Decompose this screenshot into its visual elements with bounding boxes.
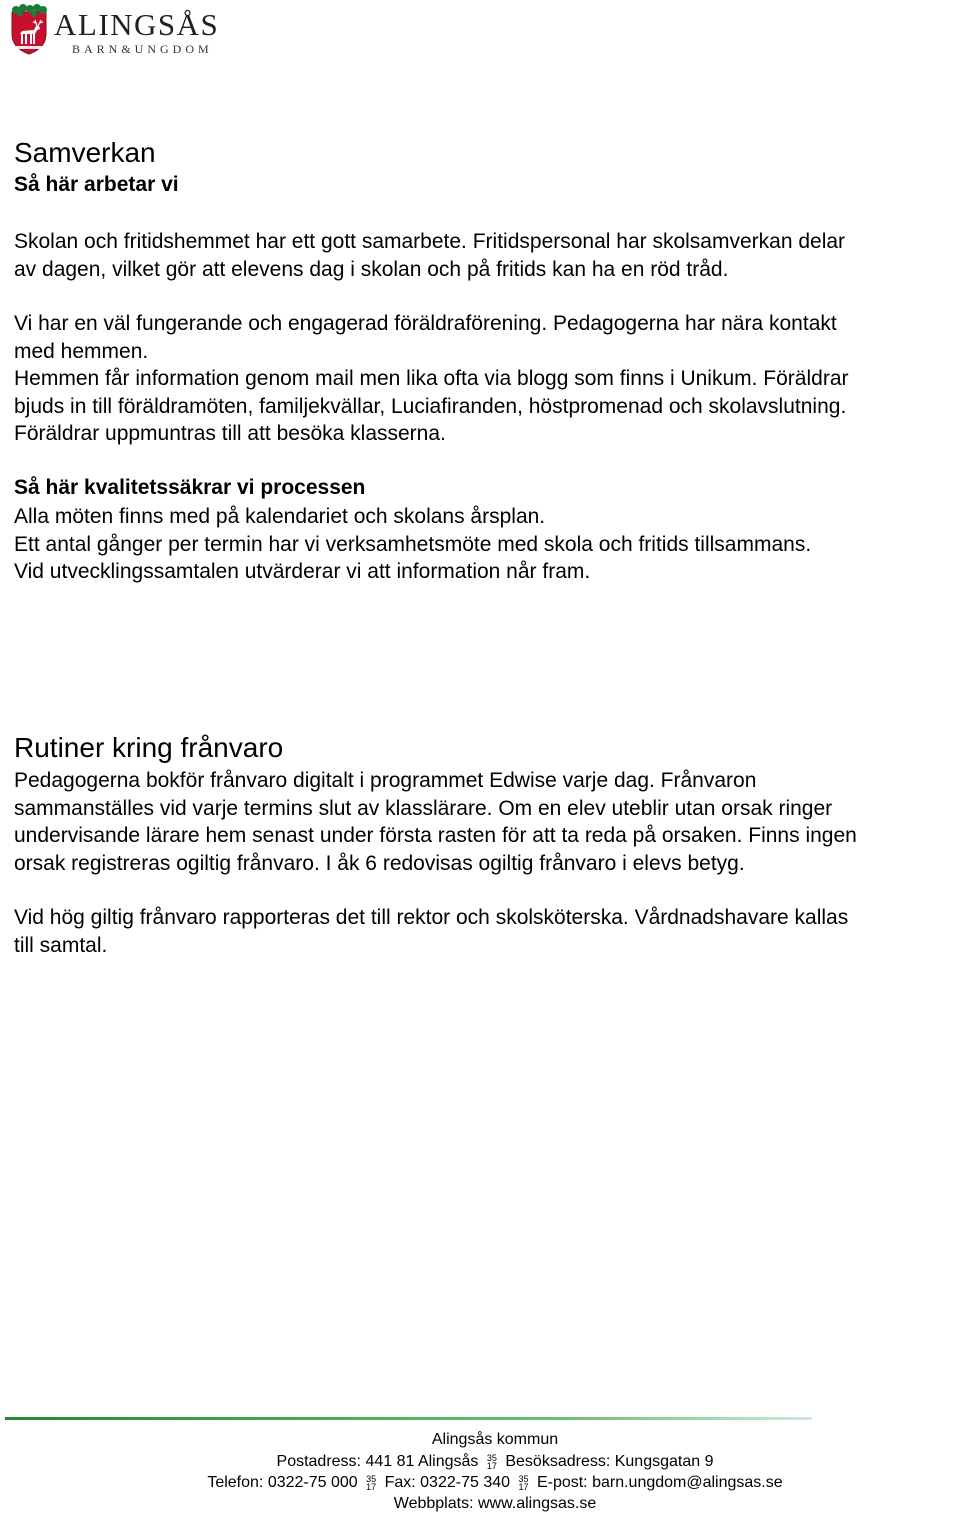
text-line: sammanställes vid varje termins slut av klasslärare. Om en elev uteblir utan orsak ringer — [14, 796, 833, 820]
footer-address-row — [0, 1451, 960, 1472]
footer-separator: 35 17 — [366, 1473, 377, 1492]
footer-contact-row — [0, 1472, 960, 1493]
footer-visit: Besöksadress: Kungsgatan 9 — [505, 1453, 714, 1470]
logo-sub: BARN&UNGDOM — [72, 42, 213, 56]
paragraph-franvaro — [14, 767, 857, 877]
text-line: undervisande lärare hem senast under första rasten för att ta reda på orsaken. Finns ingen — [14, 824, 857, 847]
text-line: Vi har en väl fungerande och engagerad föräldraförening. Pedagogerna har nära kontakt — [14, 312, 837, 335]
section-subtitle: Så här arbetar vi — [14, 173, 179, 196]
text-line: Föräldrar uppmuntras till att besöka klasserna. — [14, 422, 446, 445]
text-line: Hemmen får information genom mail men lika ofta via blogg som finns i Unikum. Föräldrar — [14, 367, 849, 390]
quality-heading: Så här kvalitetssäkrar vi processen — [14, 476, 366, 499]
text-line: orsak registreras ogiltig frånvaro. I åk 6 redovisas ogiltig frånvaro i elevs betyg. — [14, 851, 745, 875]
section-title-samverkan: Samverkan — [14, 137, 156, 168]
text-line: av dagen, vilket gör att elevens dag i skolan och på fritids kan ha en röd tråd. — [14, 257, 729, 281]
text-line: med hemmen. — [14, 339, 149, 363]
text-line: Pedagogerna bokför frånvaro digitalt i programmet Edwise varje dag. Frånvaron — [14, 769, 757, 792]
footer-fax: Fax: 0322-75 340 — [384, 1474, 511, 1491]
text-line: Skolan och fritidshemmet har ett gott samarbete. Fritidspersonal har skolsamverkan delar — [14, 230, 846, 253]
text-line: Ett antal gånger per termin har vi verksamhetsmöte med skola och fritids tillsammans. — [14, 532, 812, 556]
footer-divider — [5, 1417, 812, 1420]
section-title-franvaro: Rutiner kring frånvaro — [14, 732, 284, 763]
footer-separator: 35 17 — [518, 1473, 529, 1492]
alingsas-logo — [10, 4, 240, 56]
text-line: Vid utvecklingssamtalen utvärderar vi att information når fram. — [14, 560, 591, 583]
footer-web[interactable]: Webbplats: www.alingsas.se — [393, 1495, 597, 1512]
footer-postal: Postadress: 441 81 Alingsås — [276, 1453, 479, 1470]
paragraph-kvalitet — [14, 503, 811, 586]
footer-separator: 35 17 — [486, 1452, 497, 1471]
footer-phone: Telefon: 0322-75 000 — [207, 1474, 358, 1491]
footer-email[interactable]: E-post: barn.ungdom@alingsas.se — [536, 1474, 783, 1491]
paragraph-giltig-franvaro — [14, 904, 848, 959]
footer-org: Alingsås kommun — [431, 1431, 559, 1448]
text-line: Vid hög giltig frånvaro rapporteras det till rektor och skolsköterska. Vårdnadshavare kallas — [14, 906, 849, 929]
paragraph-samarbete — [14, 228, 845, 283]
text-line: Alla möten finns med på kalendariet och skolans årsplan. — [14, 505, 546, 528]
paragraph-foraldrar — [14, 310, 849, 448]
text-line: bjuds in till föräldramöten, familjekvällar, Luciafiranden, höstpromenad och skolavslutning. — [14, 394, 847, 418]
logo-name: ALINGSÅS — [54, 7, 220, 42]
text-line: till samtal. — [14, 933, 108, 957]
